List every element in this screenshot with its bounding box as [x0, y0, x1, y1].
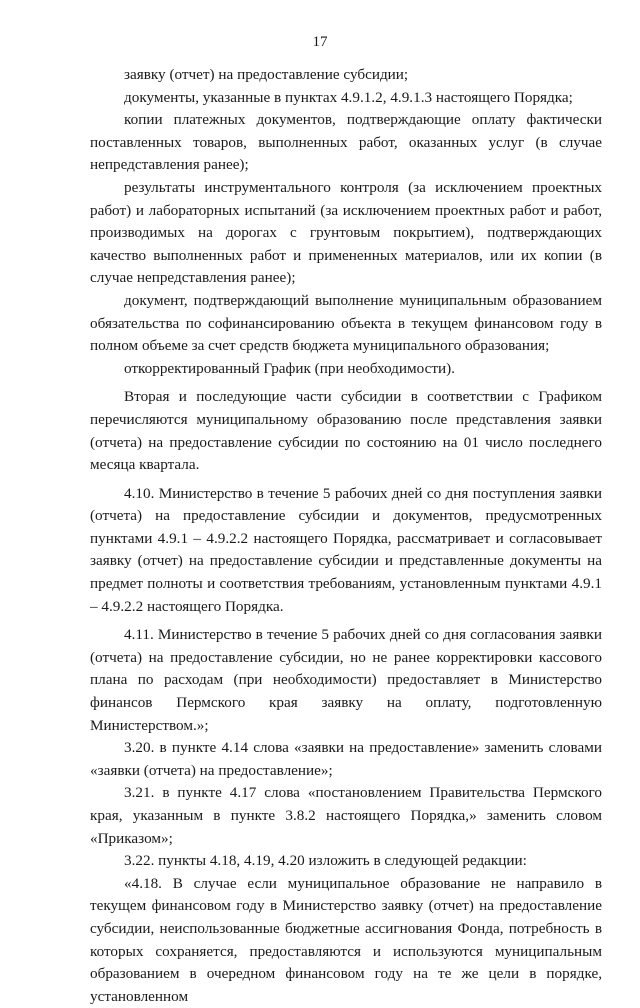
paragraph: 3.22. пункты 4.18, 4.19, 4.20 изложить в следующей редакции:: [124, 852, 527, 870]
paragraph: заявку (отчет) на предоставление субсидии;: [124, 66, 409, 83]
paragraph: Вторая и последующие части субсидии в соответствии с Графиком перечисляются муниципальному образованию после представления заявки (отчета) на предоставление субсидии по состоянию на 01 число последнего месяца квартала.: [90, 388, 602, 474]
page-number: 17: [312, 34, 328, 50]
paragraph: 3.21. в пункте 4.17 слова «постановлением Правительства Пермского края, указанным в пункте 3.8.2 настоящего Порядка,» заменить словом «Приказом»;: [90, 784, 602, 847]
paragraph: «4.18. В случае если муниципальное образование не направило в текущем финансовом году в Министерство заявку (отчет) на предоставление субсидии, неиспользованные бюджетные ассигнования Фонда, потребность в которых сохраняется, предоставляются и используются муниципальным образованием в очередном финансовом году на те же цели в порядке, установленном: [90, 874, 602, 1005]
paragraph: результаты инструментального контроля (за исключением проектных работ) и лабораторных испытаний (за исключением проектных работ и работ, производимых на дорогах с грунтовым покрытием), подтверждающих качество выполненных работ и примененных материалов, или их копии (в случае непредставления ранее);: [90, 178, 602, 287]
paragraph: 4.11. Министерство в течение 5 рабочих дней со дня согласования заявки (отчета) на предоставление субсидии, но не ранее корректировки кассового плана по расходам (при необходимости) предоставляет в Министерство финансов Пермского края заявку на оплату, подготовленную Министерством.»;: [90, 626, 602, 734]
paragraph: 4.10. Министерство в течение 5 рабочих дней со дня поступления заявки (отчета) на предоставление субсидии и документов, предусмотренных пунктами 4.9.1 – 4.9.2.2 настоящего Порядка, рассматривает и согласовывает заявку (отчет) на предоставление субсидии и представленные документы на предмет полноты и соответствия требованиям, установленным пунктами 4.9.1 – 4.9.2.2 настоящего Порядка.: [90, 484, 602, 615]
paragraph: откорректированный График (при необходимости).: [124, 359, 455, 377]
paragraph: документы, указанные в пунктах 4.9.1.2, 4.9.1.3 настоящего Порядка;: [124, 88, 573, 106]
document-body: [90, 64, 602, 1008]
paragraph: документ, подтверждающий выполнение муниципальным образованием обязательства по софинансированию объекта в текущем финансовом году в полном объеме за счет средств бюджета муниципального образования;: [90, 291, 602, 355]
paragraph: 3.20. в пункте 4.14 слова «заявки на предоставление» заменить словами «заявки (отчета) на предоставление»;: [90, 739, 602, 779]
paragraph: копии платежных документов, подтверждающие оплату фактически поставленных товаров, выполненных работ, оказанных услуг (в случае непредставления ранее);: [90, 111, 602, 174]
